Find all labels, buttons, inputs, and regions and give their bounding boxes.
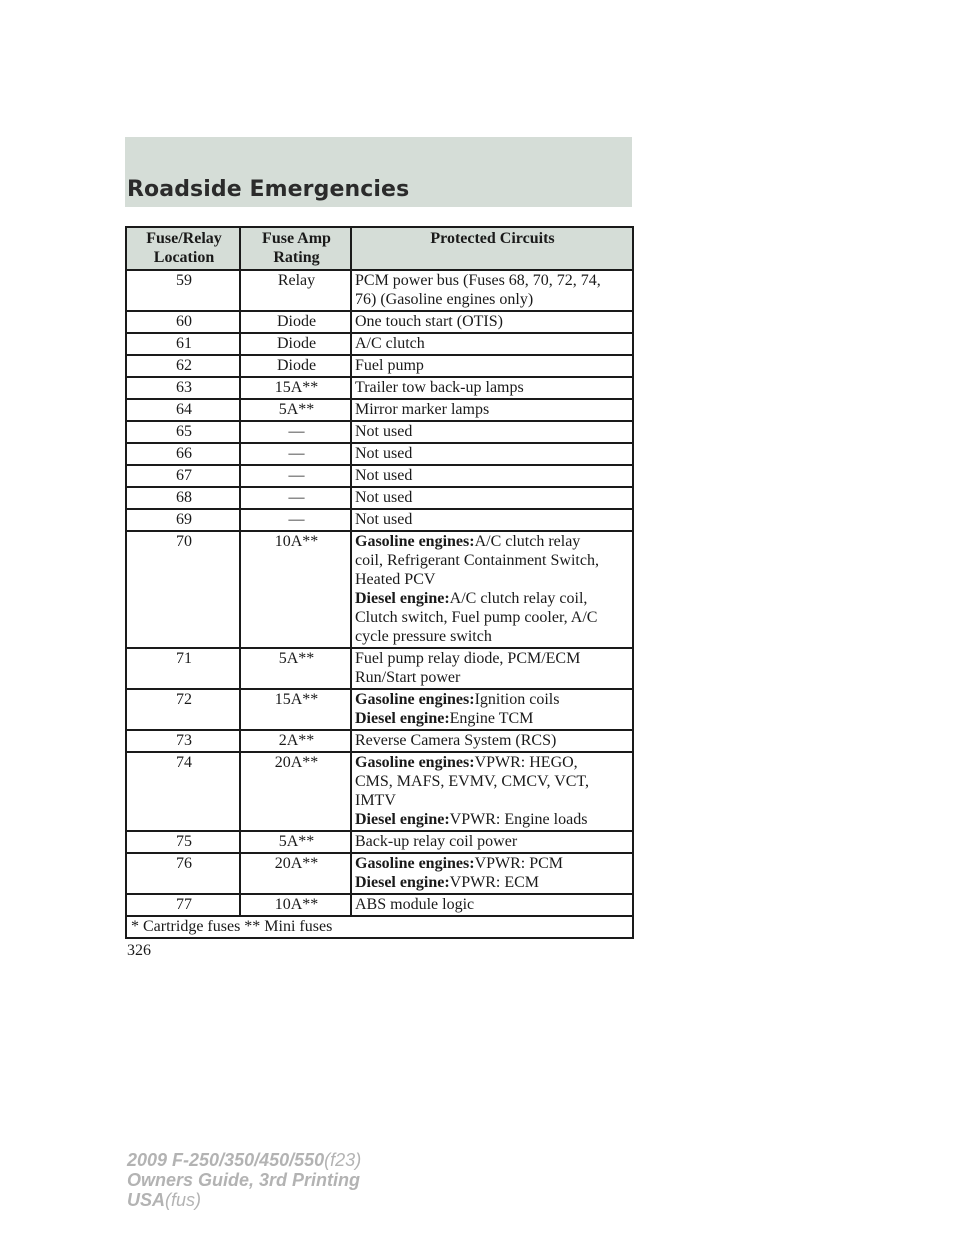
circuit-text: Back-up relay coil power [355,833,518,850]
protected-circuits [351,355,633,377]
footer-line-3 [127,1190,361,1210]
circuit-line [355,709,630,728]
circuit-text: Not used [355,445,413,462]
circuit-text: VPWR: Engine loads [449,811,588,828]
circuit-line [355,290,630,309]
fuse-amp-rating: 15A** [240,377,351,399]
engine-type-label: Gasoline engines: [355,754,475,771]
header-amp-rating [240,227,351,270]
footer-line-2: Owners Guide, 3rd Printing [127,1170,361,1190]
table-row [126,421,633,443]
footnote-row [126,916,633,938]
circuit-text: VPWR: PCM [474,855,564,872]
circuit-text: Not used [355,467,413,484]
circuit-text: One touch start (OTIS) [355,313,503,330]
circuit-text: Ignition coils [474,691,560,708]
fuse-location: 66 [126,443,240,465]
circuit-line [355,378,630,397]
header-text-line: Rating [273,249,320,266]
engine-type-label: Gasoline engines: [355,533,475,550]
circuit-line [355,356,630,375]
circuit-text: Trailer tow back-up lamps [355,379,524,396]
header-text-line: Protected Circuits [430,230,555,247]
circuit-line [355,772,630,791]
engine-type-label: Diesel engine: [355,874,450,891]
circuit-text: CMS, MAFS, EVMV, CMCV, VCT, [355,773,590,790]
fuse-amp-rating: 2A** [240,730,351,752]
fuse-location: 67 [126,465,240,487]
protected-circuits [351,831,633,853]
circuit-line [355,271,630,290]
circuit-line [355,334,630,353]
fuse-location: 71 [126,648,240,689]
circuit-line [355,488,630,507]
protected-circuits [351,465,633,487]
fuse-amp-rating: — [240,487,351,509]
table-row [126,443,633,465]
circuit-line [355,589,630,608]
header-text-line: Fuse/Relay [146,230,222,247]
fuse-table-body [126,270,633,916]
circuit-text: Not used [355,423,413,440]
table-row [126,648,633,689]
engine-type-label: Diesel engine: [355,710,450,727]
circuit-text: VPWR: ECM [449,874,539,891]
circuit-text: coil, Refrigerant Containment Switch, [355,552,599,569]
fuse-location: 70 [126,531,240,648]
protected-circuits [351,487,633,509]
protected-circuits [351,509,633,531]
circuit-line [355,466,630,485]
fuse-amp-rating: 20A** [240,853,351,894]
protected-circuits [351,730,633,752]
circuit-text: VPWR: HEGO, [474,754,578,771]
circuit-text: Engine TCM [449,710,534,727]
circuit-text: 76) (Gasoline engines only) [355,291,534,308]
circuit-text: A/C clutch relay [474,533,581,550]
fuse-location: 61 [126,333,240,355]
protected-circuits [351,377,633,399]
footer-model: 2009 F-250/350/450/550 [127,1150,325,1170]
fuse-location: 76 [126,853,240,894]
circuit-text: Reverse Camera System (RCS) [355,732,557,749]
table-row [126,487,633,509]
table-row [126,270,633,311]
protected-circuits [351,853,633,894]
circuit-line [355,753,630,772]
footer-market-code: (fus) [165,1190,202,1210]
circuit-line [355,854,630,873]
circuit-text: Fuel pump relay diode, PCM/ECM [355,650,581,667]
footer-model-code: (f23) [324,1150,362,1170]
circuit-line [355,832,630,851]
fuse-location: 65 [126,421,240,443]
circuit-line [355,312,630,331]
protected-circuits [351,421,633,443]
fuse-amp-rating: 10A** [240,531,351,648]
circuit-line [355,649,630,668]
protected-circuits [351,894,633,916]
circuit-text: cycle pressure switch [355,628,492,645]
circuit-line [355,400,630,419]
circuit-text: A/C clutch [355,335,425,352]
table-row [126,333,633,355]
protected-circuits [351,311,633,333]
protected-circuits [351,752,633,831]
table-row [126,689,633,730]
circuit-text: Fuel pump [355,357,424,374]
circuit-line [355,668,630,687]
fuse-location: 77 [126,894,240,916]
circuit-line [355,895,630,914]
fuse-amp-rating: 20A** [240,752,351,831]
circuit-text: A/C clutch relay coil, [449,590,588,607]
fuse-location: 63 [126,377,240,399]
fuse-amp-rating: 15A** [240,689,351,730]
table-row [126,730,633,752]
header-text-line: Fuse Amp [262,230,331,247]
fuse-amp-rating: Diode [240,311,351,333]
circuit-text: Run/Start power [355,669,461,686]
fuse-location: 75 [126,831,240,853]
fuse-amp-rating: 10A** [240,894,351,916]
fuse-amp-rating: 5A** [240,831,351,853]
circuit-line [355,791,630,810]
fuse-amp-rating: — [240,465,351,487]
circuit-line [355,690,630,709]
fuse-location: 74 [126,752,240,831]
fuse-amp-rating: 5A** [240,399,351,421]
footer-print-info [127,1150,361,1210]
circuit-text: Not used [355,489,413,506]
table-row [126,377,633,399]
protected-circuits [351,333,633,355]
table-row [126,752,633,831]
fuse-amp-rating: Diode [240,333,351,355]
footer-line-1 [127,1150,361,1170]
table-row [126,311,633,333]
fuse-amp-rating: — [240,443,351,465]
header-row [126,227,633,270]
protected-circuits [351,399,633,421]
circuit-line [355,731,630,750]
circuit-text: IMTV [355,792,396,809]
table-row [126,531,633,648]
protected-circuits [351,270,633,311]
circuit-line [355,873,630,892]
table-row [126,465,633,487]
circuit-line [355,570,630,589]
header-protected-circuits [351,227,633,270]
fuse-table [125,226,634,939]
fuse-location: 68 [126,487,240,509]
fuse-amp-rating: Diode [240,355,351,377]
footnote: * Cartridge fuses ** Mini fuses [126,916,633,938]
page-number: 326 [127,942,151,959]
table-row [126,831,633,853]
table-row [126,853,633,894]
protected-circuits [351,648,633,689]
table-row [126,894,633,916]
header-location [126,227,240,270]
circuit-line [355,551,630,570]
circuit-line [355,627,630,646]
circuit-line [355,510,630,529]
fuse-amp-rating: Relay [240,270,351,311]
circuit-line [355,608,630,627]
circuit-line [355,444,630,463]
fuse-location: 69 [126,509,240,531]
section-title: Roadside Emergencies [127,177,410,202]
circuit-text: Mirror marker lamps [355,401,490,418]
fuse-location: 60 [126,311,240,333]
circuit-line [355,810,630,829]
circuit-text: PCM power bus (Fuses 68, 70, 72, 74, [355,272,601,289]
table-row [126,509,633,531]
table-row [126,355,633,377]
fuse-amp-rating: — [240,509,351,531]
fuse-amp-rating: 5A** [240,648,351,689]
protected-circuits [351,689,633,730]
circuit-text: Heated PCV [355,571,436,588]
engine-type-label: Diesel engine: [355,590,450,607]
engine-type-label: Gasoline engines: [355,855,475,872]
protected-circuits [351,443,633,465]
table-row [126,399,633,421]
circuit-text: ABS module logic [355,896,475,913]
circuit-text: Clutch switch, Fuel pump cooler, A/C [355,609,598,626]
circuit-text: Not used [355,511,413,528]
header-text-line: Location [153,249,215,266]
circuit-line [355,422,630,441]
engine-type-label: Gasoline engines: [355,691,475,708]
fuse-location: 73 [126,730,240,752]
protected-circuits [351,531,633,648]
fuse-location: 62 [126,355,240,377]
fuse-location: 59 [126,270,240,311]
fuse-amp-rating: — [240,421,351,443]
engine-type-label: Diesel engine: [355,811,450,828]
fuse-location: 64 [126,399,240,421]
footer-market: USA [127,1190,166,1210]
fuse-location: 72 [126,689,240,730]
fuse-table-header [126,227,633,270]
circuit-line [355,532,630,551]
